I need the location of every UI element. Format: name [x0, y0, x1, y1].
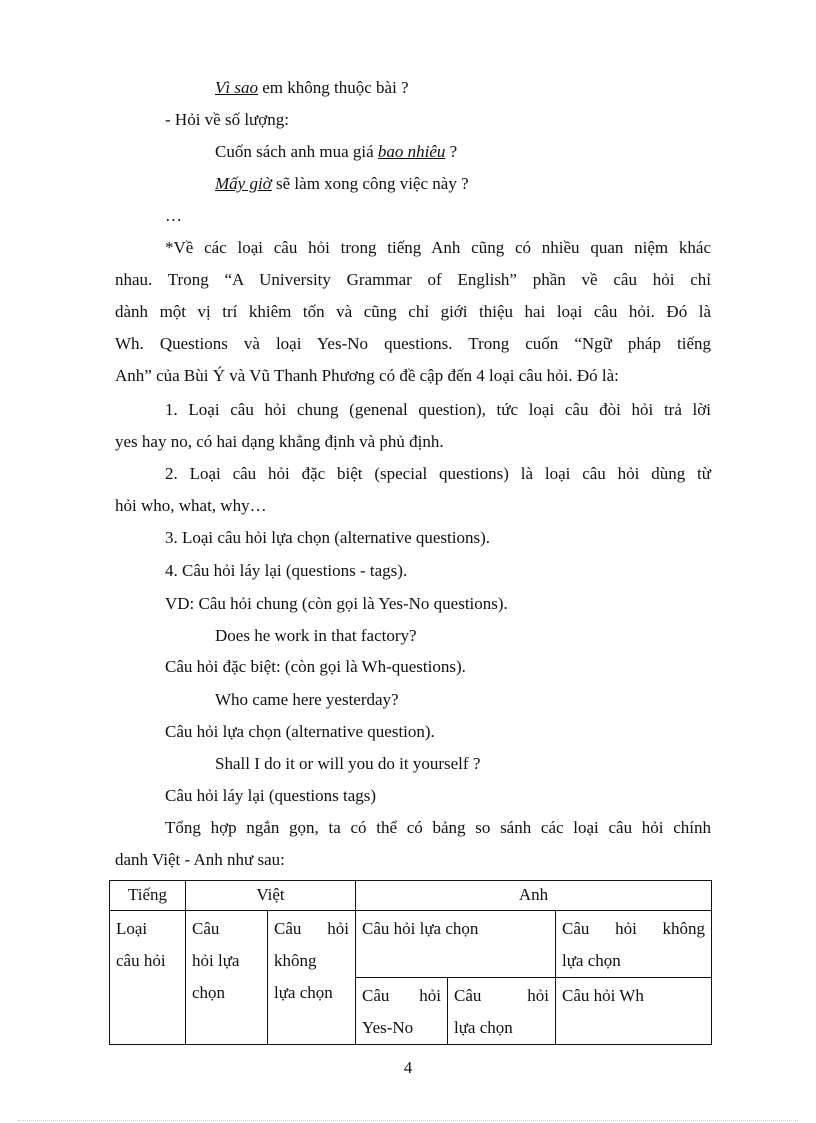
item-2-line-1: 2. Loại câu hỏi đặc biệt (special questions) là loại câu hỏi dùng từ	[165, 464, 711, 483]
line-quantity-heading: - Hỏi về số lượng:	[165, 110, 289, 129]
example-1-sentence: Does he work in that factory?	[215, 626, 417, 645]
cell-anh-khong-lua-chon	[556, 911, 712, 978]
header-anh: Anh	[356, 881, 712, 911]
comparison-table	[109, 880, 712, 1045]
table-row	[110, 911, 712, 978]
cell-text: Loại	[116, 919, 148, 938]
line-text: em không thuộc bài ?	[262, 78, 409, 97]
line-text: sẽ làm xong công việc này ?	[276, 174, 469, 193]
cell-text: lựa chọn	[274, 983, 333, 1002]
cell-lua-chon	[448, 978, 556, 1045]
paragraph-line-5: Anh” của Bùi Ý và Vũ Thanh Phương có đề cập đến 4 loại câu hỏi. Đó là:	[115, 366, 619, 385]
cell-text: Câu hỏi không	[562, 919, 705, 938]
item-1-line-1: 1. Loại câu hỏi chung (genenal question), tức loại câu đòi hỏi trả lời	[165, 400, 711, 419]
cell-loai-cau-hoi	[110, 911, 186, 1045]
cell-yes-no	[356, 978, 448, 1045]
item-4: 4. Câu hỏi láy lại (questions - tags).	[165, 561, 408, 580]
header-viet: Việt	[186, 881, 356, 911]
cell-text: Yes-No	[362, 1018, 414, 1037]
example-3-sentence: Shall I do it or will you do it yourself ?	[215, 754, 481, 773]
line-text: Cuốn sách anh mua giá	[215, 142, 374, 161]
italic-what-time: Mấy giờ	[215, 174, 272, 193]
page-bottom-divider	[18, 1120, 798, 1121]
paragraph-line-3: dành một vị trí khiêm tốn và cũng chỉ giới thiệu hai loại câu hỏi. Đó là	[115, 302, 711, 321]
example-1: VD: Câu hỏi chung (còn gọi là Yes-No questions).	[165, 594, 508, 613]
header-tieng: Tiếng	[110, 881, 186, 911]
cell-text: không	[274, 951, 317, 970]
item-3: 3. Loại câu hỏi lựa chọn (alternative questions).	[165, 528, 491, 547]
cell-viet-khong-lua-chon	[268, 911, 356, 1045]
cell-text: Câu hỏi	[274, 919, 349, 938]
paragraph-line-4: Wh. Questions và loại Yes-No questions. Trong cuốn “Ngữ pháp tiếng	[115, 334, 711, 353]
line-ellipsis: …	[165, 206, 182, 225]
line-vi-sao	[215, 77, 409, 99]
italic-how-much: bao nhiêu	[377, 142, 446, 161]
cell-wh: Câu hỏi Wh	[556, 978, 712, 1045]
italic-why: Vì sao	[215, 78, 258, 97]
cell-text: Câu hỏi	[454, 986, 549, 1005]
paragraph-line-2: nhau. Trong “A University Grammar of English” phần về câu hỏi chỉ	[115, 270, 711, 289]
item-2-line-2: hỏi who, what, why…	[115, 496, 267, 515]
cell-text: lựa chọn	[562, 951, 621, 970]
cell-anh-lua-chon: Câu hỏi lựa chọn	[356, 911, 556, 978]
cell-text: hỏi lựa	[192, 951, 240, 970]
cell-text: chọn	[192, 983, 226, 1002]
line-book-price	[215, 141, 457, 163]
item-1-line-2: yes hay no, có hai dạng khẳng định và phủ định.	[115, 432, 444, 451]
cell-viet-lua-chon	[186, 911, 268, 1045]
cell-text: Câu	[192, 919, 220, 938]
page-number: 4	[403, 1058, 413, 1077]
table-header-row	[110, 881, 712, 911]
paragraph-line-1: *Về các loại câu hỏi trong tiếng Anh cũng có nhiều quan niệm khác	[165, 238, 711, 257]
summary-line-2: danh Việt - Anh như sau:	[115, 850, 285, 869]
example-3: Câu hỏi lựa chọn (alternative question).	[165, 722, 435, 741]
cell-text: lựa chọn	[454, 1018, 513, 1037]
summary-line-1: Tổng hợp ngắn gọn, ta có thể có bảng so sánh các loại câu hỏi chính	[165, 818, 711, 837]
line-text: ?	[449, 142, 458, 161]
cell-text: câu hỏi	[116, 951, 166, 970]
example-4: Câu hỏi láy lại (questions tags)	[165, 786, 377, 805]
cell-text: Câu hỏi	[362, 986, 441, 1005]
example-2: Câu hỏi đặc biệt: (còn gọi là Wh-questions).	[165, 657, 466, 676]
line-what-time	[215, 173, 469, 195]
example-2-sentence: Who came here yesterday?	[215, 690, 399, 709]
